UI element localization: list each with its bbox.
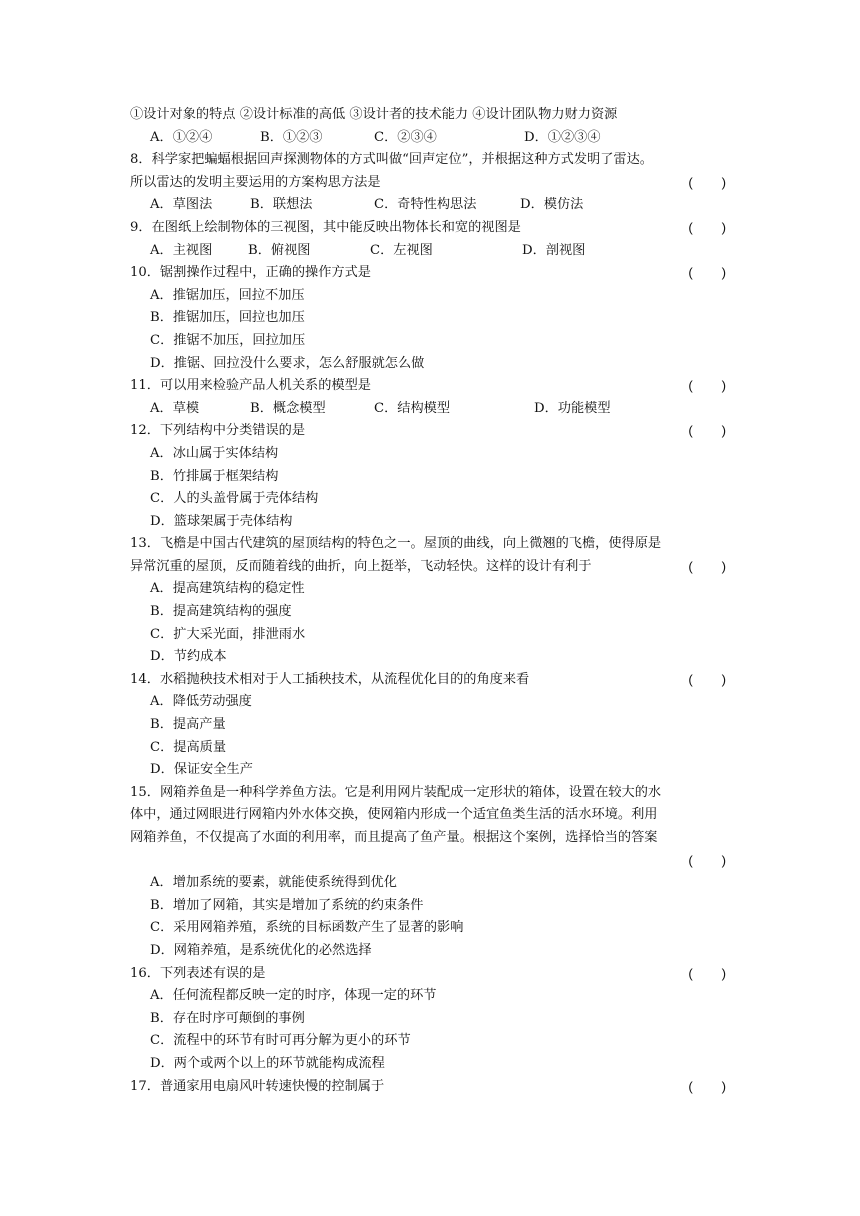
option-text: D．推锯、回拉没什么要求，怎么舒服就怎么做 xyxy=(150,355,425,371)
option-a: A．草模 xyxy=(150,400,200,416)
question-text: 14．水稻抛秧技术相对于人工插秧技术，从流程优化目的的角度来看 xyxy=(130,671,530,687)
question-text: 11．可以用来检验产品人机关系的模型是 xyxy=(130,378,371,394)
question-15-bracket-line xyxy=(130,850,730,873)
option-text: C．人的头盖骨属于壳体结构 xyxy=(150,491,319,507)
answer-bracket: ( ) xyxy=(688,1078,730,1094)
question-15-stem-line-1 xyxy=(130,782,730,805)
option-a: A．主视图 xyxy=(150,242,213,258)
question-13-stem-line-1 xyxy=(130,533,730,556)
question-17-stem xyxy=(130,1076,730,1099)
question-9-options xyxy=(130,240,730,263)
option-text: B．竹排属于框架结构 xyxy=(150,468,279,484)
option-d: D．模仿法 xyxy=(520,197,584,213)
question-text: 所以雷达的发明主要运用的方案构思方法是 xyxy=(130,174,381,190)
question-12-stem xyxy=(130,420,730,443)
question-15-option-c xyxy=(130,917,730,940)
question-12-option-b xyxy=(130,466,730,489)
option-c: C．左视图 xyxy=(370,242,433,258)
option-b: B．联想法 xyxy=(250,197,313,213)
question-8-options xyxy=(130,194,730,217)
option-text: C．扩大采光面，排泄雨水 xyxy=(150,626,306,642)
option-text: A．降低劳动强度 xyxy=(150,694,252,710)
option-text: D．节约成本 xyxy=(150,649,227,665)
question-15-option-d xyxy=(130,940,730,963)
question-14-option-a xyxy=(130,691,730,714)
question-16-option-a xyxy=(130,985,730,1008)
question-text: 12．下列结构中分类错误的是 xyxy=(130,423,306,439)
option-text: A．增加系统的要素，就能使系统得到优化 xyxy=(150,875,397,891)
question-12-option-c xyxy=(130,488,730,511)
question-8-stem-line-1 xyxy=(130,149,730,172)
exam-page xyxy=(130,104,730,1098)
question-text: 体中，通过网眼进行网箱内外水体交换，使网箱内形成一个适宜鱼类生活的活水环境。利用 xyxy=(130,807,658,823)
question-14-stem xyxy=(130,669,730,692)
question-13-stem-line-2 xyxy=(130,556,730,579)
option-text: A．推锯加压，回拉不加压 xyxy=(150,287,305,303)
question-text: 异常沉重的屋顶，反而随着线的曲折，向上挺举，飞动轻快。这样的设计有利于 xyxy=(130,558,592,574)
question-15-stem-line-3 xyxy=(130,827,730,850)
question-text: 17．普通家用电扇风叶转速快慢的控制属于 xyxy=(130,1078,385,1094)
option-text: B．提高产量 xyxy=(150,717,226,733)
question-12-option-a xyxy=(130,443,730,466)
option-text: A．任何流程都反映一定的时序，体现一定的环节 xyxy=(150,988,437,1004)
option-text: C．流程中的环节有时可再分解为更小的环节 xyxy=(150,1033,411,1049)
question-8-stem-line-2 xyxy=(130,172,730,195)
option-text: D．保证安全生产 xyxy=(150,762,253,778)
answer-bracket: ( ) xyxy=(688,174,730,190)
option-text: A．冰山属于实体结构 xyxy=(150,445,279,461)
question-15-stem-line-2 xyxy=(130,804,730,827)
question-text: 16．下列表述有误的是 xyxy=(130,965,266,981)
question-text: 8．科学家把蝙蝠根据回声探测物体的方式叫做“回声定位”，并根据这种方式发明了雷达。 xyxy=(130,152,653,168)
option-text: B．提高建筑结构的强度 xyxy=(150,604,292,620)
question-11-stem xyxy=(130,375,730,398)
option-d: D．①②③④ xyxy=(524,129,601,145)
option-c: C．结构模型 xyxy=(374,400,451,416)
question-14-option-c xyxy=(130,737,730,760)
option-text: B．存在时序可颠倒的事例 xyxy=(150,1010,305,1026)
answer-bracket: ( ) xyxy=(688,378,730,394)
option-b: B．概念模型 xyxy=(250,400,326,416)
option-text: C．采用网箱养殖，系统的目标函数产生了显著的影响 xyxy=(150,920,464,936)
option-c: C．奇特性构思法 xyxy=(374,197,477,213)
question-text: 10．锯割操作过程中，正确的操作方式是 xyxy=(130,265,371,281)
question-text: 13．飞檐是中国古代建筑的屋顶结构的特色之一。屋顶的曲线，向上微翘的飞檐，使得原是 xyxy=(130,536,662,552)
question-10-stem xyxy=(130,262,730,285)
option-text: A．提高建筑结构的稳定性 xyxy=(150,581,305,597)
option-text: C．推锯不加压，回拉加压 xyxy=(150,332,306,348)
question-13-option-d xyxy=(130,646,730,669)
question-16-option-b xyxy=(130,1008,730,1031)
question-14-option-d xyxy=(130,759,730,782)
answer-bracket: ( ) xyxy=(688,671,730,687)
question-15-option-a xyxy=(130,872,730,895)
question-11-options xyxy=(130,398,730,421)
question-text: 网箱养鱼，不仅提高了水面的利用率，而且提高了鱼产量。根据这个案例，选择恰当的答案 xyxy=(130,830,658,845)
option-text: B．推锯加压，回拉也加压 xyxy=(150,310,305,326)
option-d: D．剖视图 xyxy=(522,242,586,258)
criteria-list xyxy=(130,104,730,127)
question-16-option-c xyxy=(130,1030,730,1053)
option-a: A．草图法 xyxy=(150,197,213,213)
option-text: D．篮球架属于壳体结构 xyxy=(150,513,293,529)
option-text: D．两个或两个以上的环节就能构成流程 xyxy=(150,1055,385,1071)
option-text: B．增加了网箱，其实是增加了系统的约束条件 xyxy=(150,897,424,913)
question-15-option-b xyxy=(130,895,730,918)
option-b: B．俯视图 xyxy=(248,242,311,258)
option-a: A．①②④ xyxy=(150,129,213,145)
answer-bracket: ( ) xyxy=(688,219,730,235)
question-13-option-a xyxy=(130,578,730,601)
question-10-option-c xyxy=(130,330,730,353)
question-10-option-a xyxy=(130,285,730,308)
intro-options xyxy=(130,127,730,150)
question-9-stem xyxy=(130,217,730,240)
question-text: 15．网箱养鱼是一种科学养鱼方法。它是利用网片装配成一定形状的箱体，设置在较大的水 xyxy=(130,784,662,800)
option-d: D．功能模型 xyxy=(534,400,611,416)
question-13-option-b xyxy=(130,601,730,624)
question-13-option-c xyxy=(130,624,730,647)
question-12-option-d xyxy=(130,511,730,534)
question-10-option-b xyxy=(130,307,730,330)
criteria-text: ①设计对象的特点 ②设计标准的高低 ③设计者的技术能力 ④设计团队物力财力资源 xyxy=(130,107,618,122)
question-16-option-d xyxy=(130,1053,730,1076)
question-14-option-b xyxy=(130,714,730,737)
question-text: 9．在图纸上绘制物体的三视图，其中能反映出物体长和宽的视图是 xyxy=(130,219,521,235)
option-text: D．网箱养殖，是系统优化的必然选择 xyxy=(150,942,372,958)
answer-bracket: ( ) xyxy=(688,965,730,981)
answer-bracket: ( ) xyxy=(688,265,730,281)
option-c: C．②③④ xyxy=(374,129,437,145)
question-16-stem xyxy=(130,963,730,986)
question-10-option-d xyxy=(130,353,730,376)
answer-bracket: ( ) xyxy=(688,423,730,439)
answer-bracket: ( ) xyxy=(688,558,730,574)
option-b: B．①②③ xyxy=(260,129,323,145)
answer-bracket: ( ) xyxy=(688,852,730,868)
option-text: C．提高质量 xyxy=(150,739,227,755)
